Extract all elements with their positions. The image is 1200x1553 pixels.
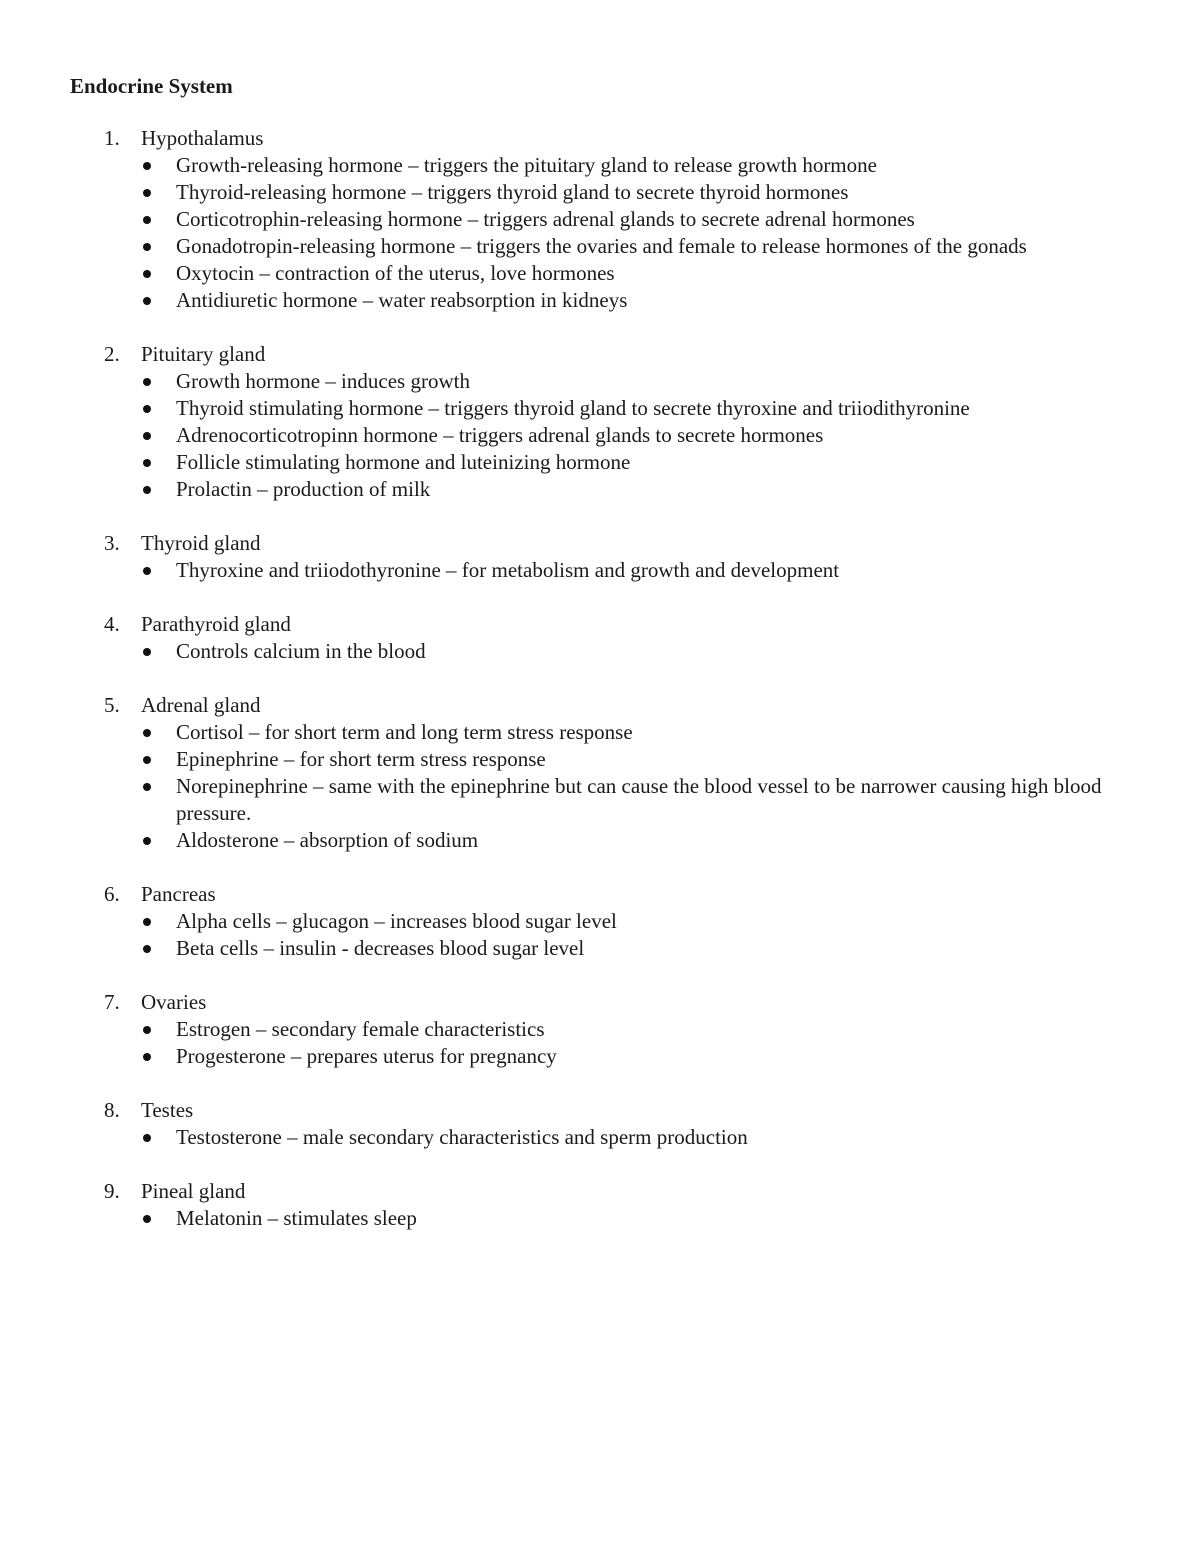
hormone-text: Gonadotropin-releasing hormone – triggers the ovaries and female to release hormones of the gonads [176, 234, 1027, 258]
hormone-text: Progesterone – prepares uterus for pregnancy [176, 1044, 557, 1068]
section-heading [0, 1097, 1200, 1124]
section-heading [0, 341, 1200, 368]
hormone-list-item [0, 1043, 1200, 1070]
hormone-list [0, 908, 1200, 962]
hormone-list-item [0, 395, 1200, 422]
gland-list [0, 125, 1200, 1259]
section-heading [0, 989, 1200, 1016]
bullet-icon [143, 1053, 151, 1061]
section-heading [0, 125, 1200, 152]
hormone-text: Thyroxine and triiodothyronine – for metabolism and growth and development [176, 558, 840, 582]
bullet-icon [143, 648, 151, 656]
hormone-text: Adrenocorticotropinn hormone – triggers adrenal glands to secrete hormones [176, 423, 824, 447]
gland-section [0, 881, 1200, 962]
section-number: 4. [104, 612, 120, 636]
hormone-list-item [0, 206, 1200, 233]
bullet-icon [143, 783, 151, 791]
section-title: Pancreas [141, 882, 216, 906]
hormone-text: Norepinephrine – same with the epinephrine but can cause the blood vessel to be narrower causing high blood pressure. [176, 774, 1102, 825]
section-heading [0, 611, 1200, 638]
hormone-text: Cortisol – for short term and long term stress response [176, 720, 633, 744]
hormone-list-item [0, 719, 1200, 746]
section-title: Thyroid gland [141, 531, 261, 555]
section-number: 8. [104, 1098, 120, 1122]
hormone-list [0, 719, 1200, 854]
hormone-list-item [0, 908, 1200, 935]
bullet-icon [143, 918, 151, 926]
hormone-text: Corticotrophin-releasing hormone – triggers adrenal glands to secrete adrenal hormones [176, 207, 915, 231]
hormone-list-item [0, 1205, 1200, 1232]
hormone-list-item [0, 260, 1200, 287]
hormone-list-item [0, 422, 1200, 449]
hormone-list-item [0, 935, 1200, 962]
bullet-icon [143, 1134, 151, 1142]
hormone-list-item [0, 827, 1200, 854]
document-title: Endocrine System [70, 74, 233, 98]
section-number: 5. [104, 693, 120, 717]
hormone-list-item [0, 233, 1200, 260]
bullet-icon [143, 270, 151, 278]
section-number: 2. [104, 342, 120, 366]
hormone-list [0, 368, 1200, 503]
section-title: Adrenal gland [141, 693, 261, 717]
bullet-icon [143, 486, 151, 494]
bullet-icon [143, 1215, 151, 1223]
hormone-text: Testosterone – male secondary characteristics and sperm production [176, 1125, 748, 1149]
gland-section [0, 611, 1200, 665]
bullet-icon [143, 243, 151, 251]
section-heading [0, 692, 1200, 719]
hormone-text: Estrogen – secondary female characteristics [176, 1017, 545, 1041]
hormone-list-item [0, 368, 1200, 395]
section-heading [0, 1178, 1200, 1205]
hormone-list-item [0, 557, 1200, 584]
bullet-icon [143, 729, 151, 737]
bullet-icon [143, 189, 151, 197]
section-number: 7. [104, 990, 120, 1014]
hormone-text: Epinephrine – for short term stress response [176, 747, 546, 771]
hormone-text: Thyroid stimulating hormone – triggers thyroid gland to secrete thyroxine and triiodithyronine [176, 396, 970, 420]
hormone-list [0, 1124, 1200, 1151]
gland-section [0, 1178, 1200, 1232]
bullet-icon [143, 945, 151, 953]
gland-section [0, 1097, 1200, 1151]
hormone-list-item [0, 152, 1200, 179]
bullet-icon [143, 378, 151, 386]
hormone-text: Aldosterone – absorption of sodium [176, 828, 479, 852]
hormone-list-item [0, 287, 1200, 314]
section-title: Testes [141, 1098, 194, 1122]
hormone-list [0, 638, 1200, 665]
gland-section [0, 989, 1200, 1070]
hormone-text: Growth hormone – induces growth [176, 369, 470, 393]
section-number: 1. [104, 126, 120, 150]
hormone-list [0, 1205, 1200, 1232]
hormone-text: Alpha cells – glucagon – increases blood sugar level [176, 909, 617, 933]
gland-section [0, 125, 1200, 314]
gland-section [0, 692, 1200, 854]
bullet-icon [143, 432, 151, 440]
hormone-text: Antidiuretic hormone – water reabsorption in kidneys [176, 288, 628, 312]
hormone-list-item [0, 449, 1200, 476]
section-number: 9. [104, 1179, 120, 1203]
hormone-text: Growth-releasing hormone – triggers the pituitary gland to release growth hormone [176, 153, 877, 177]
hormone-text: Melatonin – stimulates sleep [176, 1206, 417, 1230]
section-number: 3. [104, 531, 120, 555]
section-heading [0, 530, 1200, 557]
bullet-icon [143, 297, 151, 305]
hormone-list [0, 1016, 1200, 1070]
bullet-icon [143, 1026, 151, 1034]
bullet-icon [143, 837, 151, 845]
section-title: Parathyroid gland [141, 612, 291, 636]
section-title: Ovaries [141, 990, 207, 1014]
gland-section [0, 530, 1200, 584]
hormone-list-item [0, 1124, 1200, 1151]
bullet-icon [143, 459, 151, 467]
gland-section [0, 341, 1200, 503]
hormone-list-item [0, 638, 1200, 665]
section-title: Pineal gland [141, 1179, 246, 1203]
hormone-list-item [0, 179, 1200, 206]
hormone-list-item [0, 773, 1200, 827]
hormone-list [0, 152, 1200, 314]
hormone-list-item [0, 476, 1200, 503]
hormone-list [0, 557, 1200, 584]
hormone-list-item [0, 1016, 1200, 1043]
bullet-icon [143, 567, 151, 575]
section-title: Pituitary gland [141, 342, 266, 366]
bullet-icon [143, 162, 151, 170]
section-title: Hypothalamus [141, 126, 264, 150]
bullet-icon [143, 756, 151, 764]
section-heading [0, 881, 1200, 908]
hormone-text: Beta cells – insulin - decreases blood sugar level [176, 936, 585, 960]
hormone-list-item [0, 746, 1200, 773]
bullet-icon [143, 216, 151, 224]
hormone-text: Controls calcium in the blood [176, 639, 426, 663]
hormone-text: Prolactin – production of milk [176, 477, 431, 501]
hormone-text: Thyroid-releasing hormone – triggers thyroid gland to secrete thyroid hormones [176, 180, 849, 204]
section-number: 6. [104, 882, 120, 906]
bullet-icon [143, 405, 151, 413]
hormone-text: Oxytocin – contraction of the uterus, love hormones [176, 261, 615, 285]
hormone-text: Follicle stimulating hormone and luteinizing hormone [176, 450, 631, 474]
